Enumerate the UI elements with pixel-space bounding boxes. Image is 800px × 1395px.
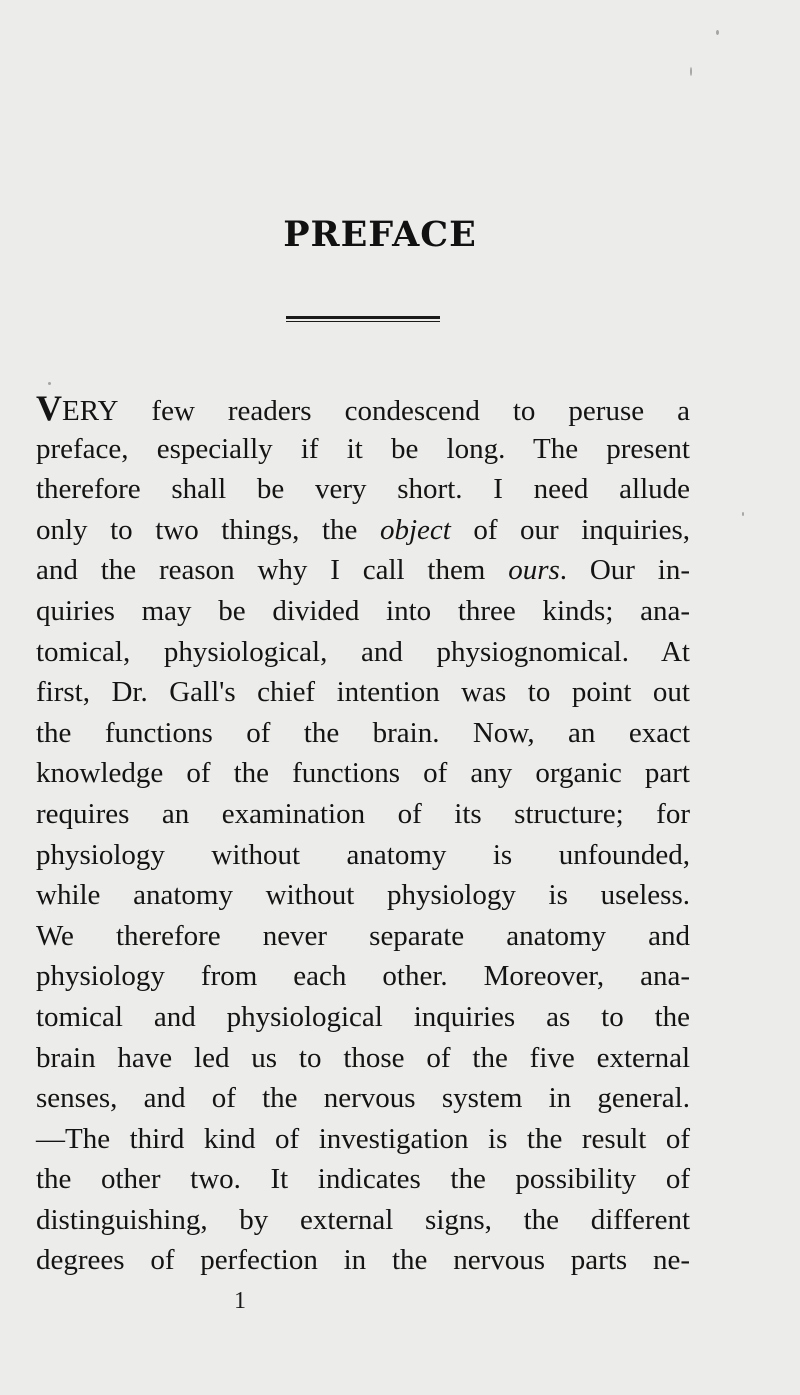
text-line: the functions of the brain. Now, an exact <box>36 716 690 749</box>
text-line: physiology without anatomy is unfounded, <box>36 838 690 871</box>
text-line: therefore shall be very short. I need allude <box>36 473 690 506</box>
preface-body <box>36 388 690 1281</box>
text-line: requires an examination of its structure; for <box>36 797 690 830</box>
text-line: only to two things, the object of our inquiries, <box>36 513 690 546</box>
text-line: while anatomy without physiology is useless. <box>36 879 690 912</box>
page-title: PREFACE <box>283 214 477 255</box>
text-line: —The third kind of investigation is the result of <box>36 1122 690 1155</box>
text-line: We therefore never separate anatomy and <box>36 919 690 952</box>
text-line: degrees of perfection in the nervous parts ne- <box>36 1244 690 1277</box>
text-line: distinguishing, by external signs, the different <box>36 1203 690 1236</box>
text-line: tomical, physiological, and physiognomical. At <box>36 635 690 668</box>
reverse-side-show-through <box>40 60 700 228</box>
text-line: brain have led us to those of the five external <box>36 1041 690 1074</box>
text-line: preface, especially if it be long. The present <box>36 432 690 465</box>
text-line: first, Dr. Gall's chief intention was to point out <box>36 676 690 709</box>
text-line: senses, and of the nervous system in general. <box>36 1082 690 1115</box>
paper-speck <box>742 512 744 516</box>
drop-cap: V <box>36 388 62 428</box>
paper-speck <box>716 30 719 35</box>
text-line: tomical and physiological inquiries as to the <box>36 1000 690 1033</box>
italic-word: ours <box>508 554 560 587</box>
text-line: knowledge of the functions of any organic part <box>36 757 690 790</box>
text-line: and the reason why I call them ours. Our in- <box>36 554 690 587</box>
text-line: VERY few readers condescend to peruse a <box>36 388 690 428</box>
text-line: the other two. It indicates the possibility of <box>36 1163 690 1196</box>
text-line: physiology from each other. Moreover, ana- <box>36 960 690 993</box>
title-rule <box>286 316 440 322</box>
italic-word: object <box>379 513 451 546</box>
paper-speck <box>48 382 51 385</box>
small-caps-word: ERY <box>62 395 119 427</box>
page-number: 1 <box>234 1288 246 1314</box>
paper-speck <box>690 67 692 76</box>
text-line: quiries may be divided into three kinds; ana- <box>36 594 690 627</box>
